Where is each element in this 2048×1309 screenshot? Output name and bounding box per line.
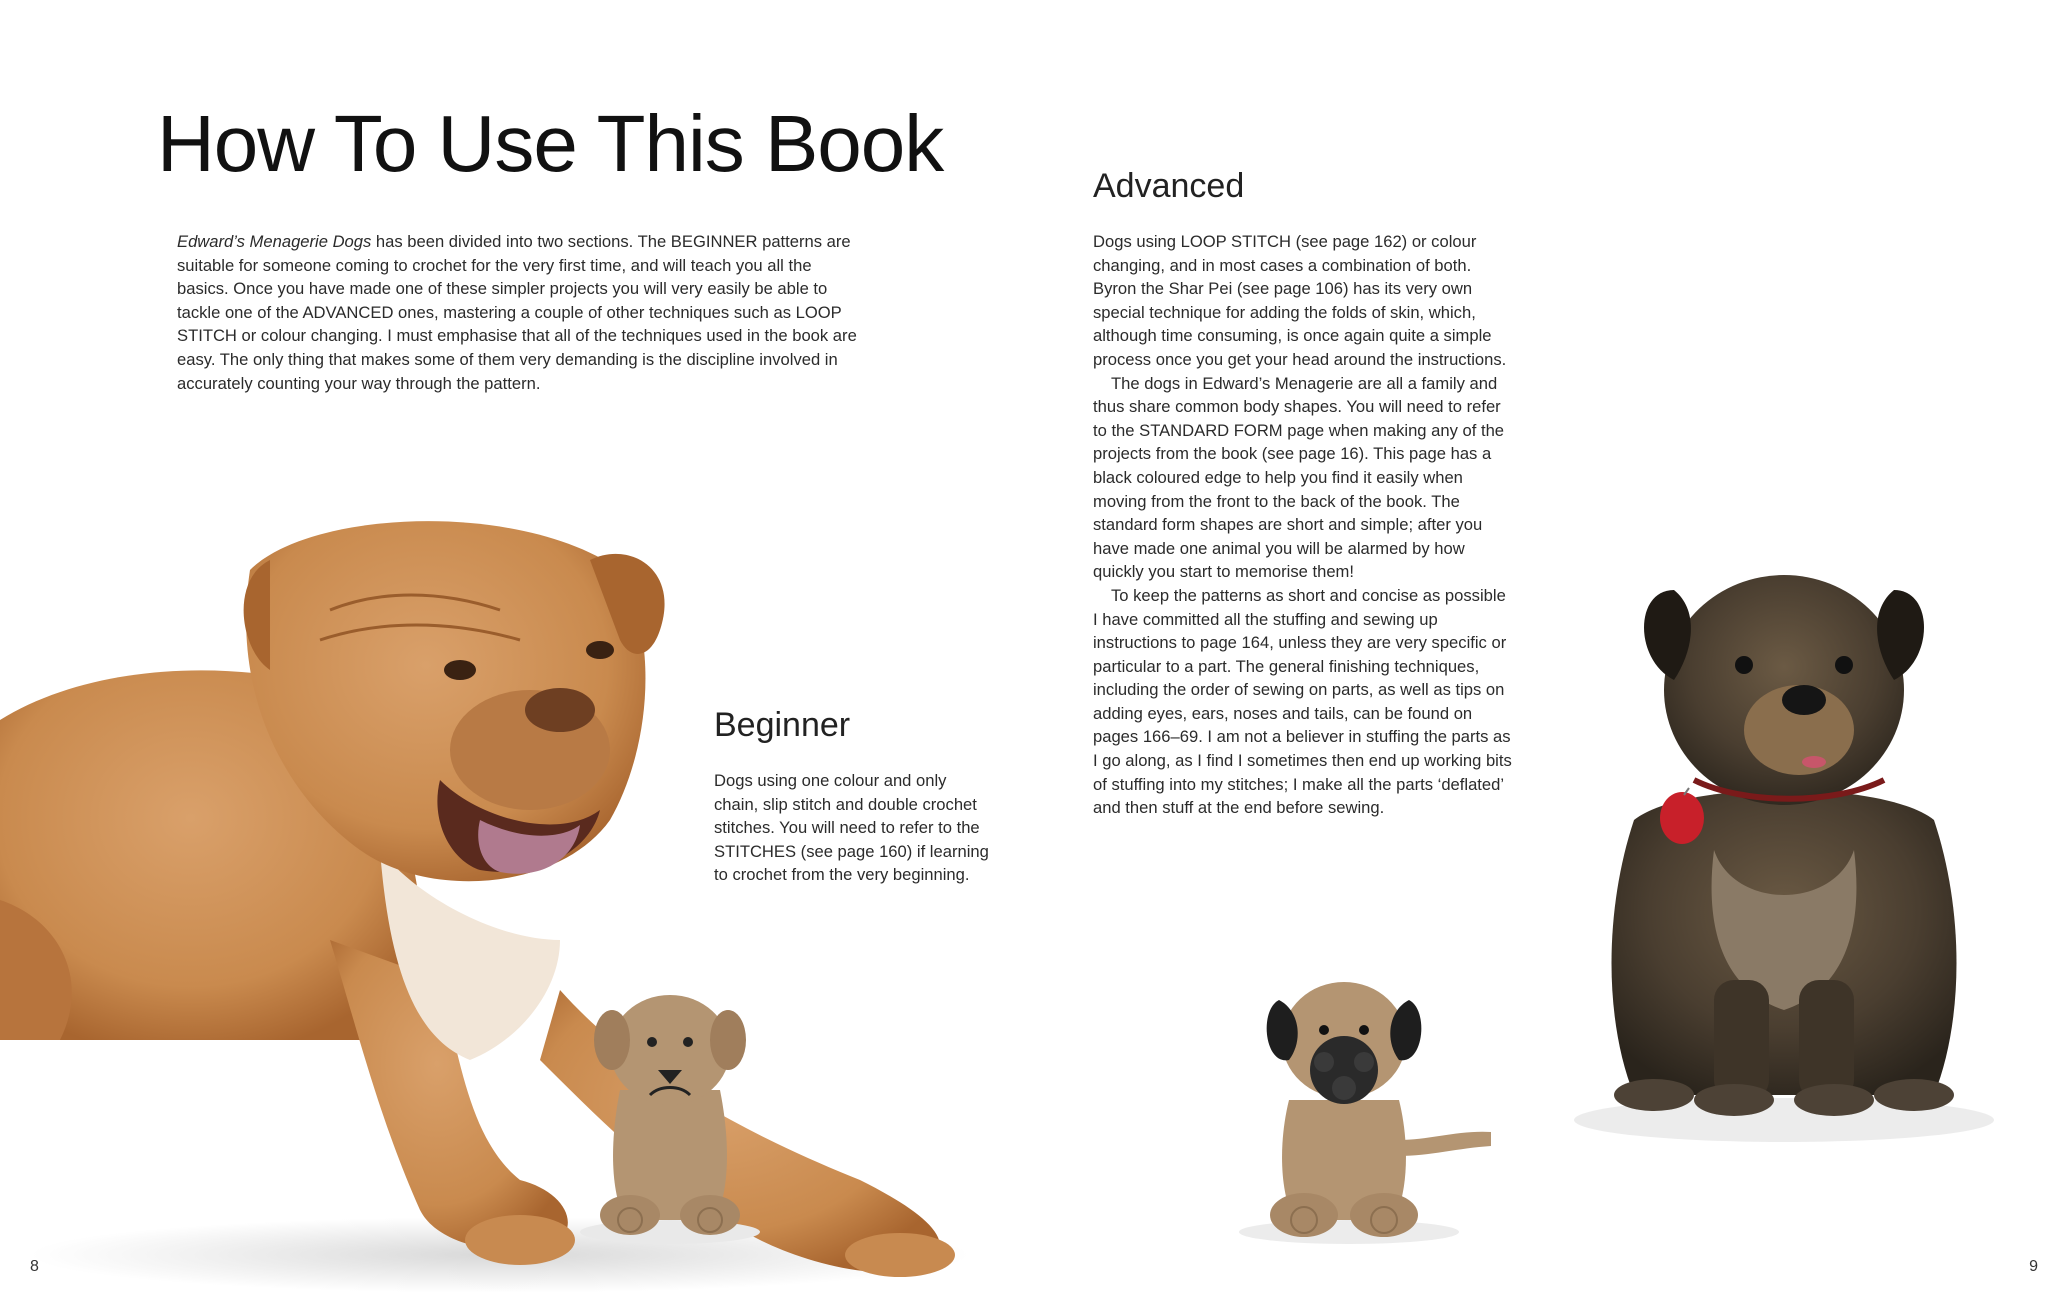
- intro-text: has been divided into two sections. The BEGINNER patterns are suitable for someone coming to crochet for the very first time, and will teach you all the basics. Once you have made one of these simpler projects you will very easily be able to tackle one of the ADVANCED ones, mastering a couple of other techniques such as LOOP STITCH or colour changing. I must emphasise that all of the techniques used in the book are easy. The only thing that makes some of them very demanding is the discipline involved in accurately counting your way through the pattern.: [177, 232, 857, 393]
- book-title: Edward’s Menagerie Dogs: [177, 232, 372, 251]
- beginner-heading: Beginner: [714, 706, 851, 744]
- advanced-paragraph-1: Dogs using LOOP STITCH (see page 162) or colour changing, and in most cases a combination of both. Byron the Shar Pei (see page 106) has its very own special technique for adding the folds of skin, which, although time consuming, is once again quite a simple process once you get your head around the instructions.: [1093, 232, 1507, 369]
- beginner-text: [714, 769, 994, 887]
- intro-paragraph: [177, 230, 867, 395]
- beginner-paragraph: Dogs using one colour and only chain, slip stitch and double crochet stitches. You will need to refer to the STITCHES (see page 160) if learning to crochet from the very beginning.: [714, 771, 989, 885]
- page-number-left: 8: [30, 1258, 39, 1275]
- crochet-border-terrier-toy: [1229, 970, 1509, 1250]
- right-page: [1024, 0, 2048, 1309]
- dogue-de-bordeaux-photo: [0, 520, 1000, 1309]
- advanced-paragraph-2: The dogs in Edward’s Menagerie are all a family and thus share common body shapes. You will need to refer to the STANDARD FORM page when making any of the projects from the book (see page 16). This page has a black coloured edge to help you find it easily when moving from the front to the back of the book. The standard form shapes are short and simple; after you have made one animal you will be alarmed by how quickly you start to memorise them!: [1093, 373, 1505, 582]
- crochet-dogue-toy: [570, 980, 770, 1250]
- page-title: How To Use This Book: [157, 99, 944, 188]
- advanced-paragraph-3: To keep the patterns as short and concise as possible I have committed all the stuffing and sewing up instructions to page 164, unless they are very specific or particular to a part. The general finishing techniques, including the order of sewing on parts, as well as tips on adding eyes, ears, noses and tails, can be found on pages 166–69. I am not a believer in stuffing the parts as I go along, as I find I sometimes then end up working bits of stuffing into my stitches; I make all the parts ‘deflated’ and then stuff at the end before sewing.: [1093, 585, 1512, 818]
- page-number-right: 9: [2029, 1258, 2038, 1275]
- advanced-heading: Advanced: [1093, 167, 1245, 205]
- advanced-text: [1093, 230, 1513, 820]
- border-terrier-photo: [1564, 550, 2004, 1150]
